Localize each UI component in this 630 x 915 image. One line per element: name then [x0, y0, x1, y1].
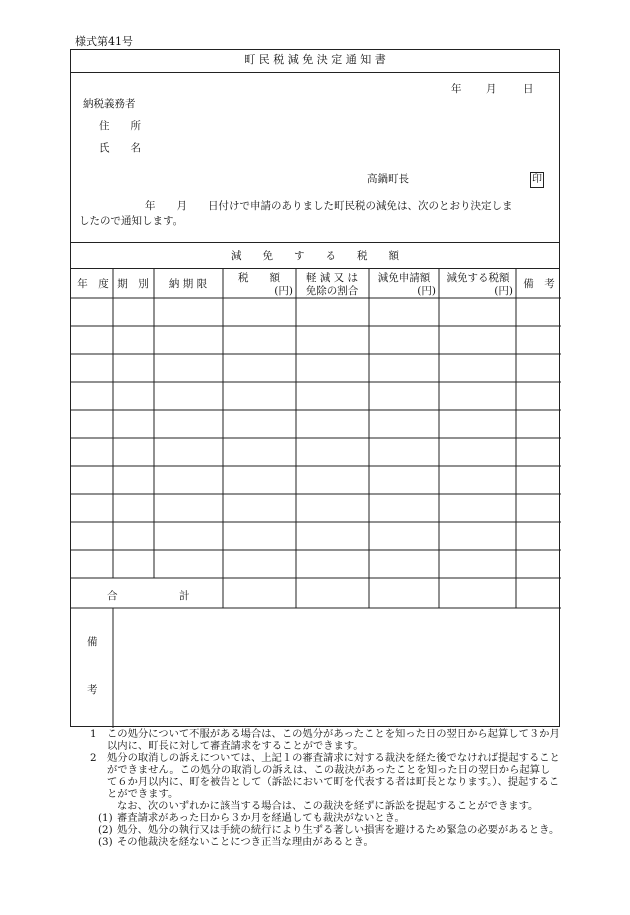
intro-line-2: したので通知します。 [79, 215, 184, 227]
note-text: 処分の取消しの訴えについては、上記１の審査請求に対する裁決を経た後でなければ提起することができません。この処分の取消しの訴えは、この裁決があったことを知った日の翌日から起算して６か月以内に、町を被告として（訴訟において町を代表する者は町長となります。）、提起することができます。 [107, 752, 560, 800]
table-grid [71, 50, 561, 728]
subnote-number: (2) [98, 824, 113, 836]
form-number: 様式第41号 [75, 35, 133, 48]
notes-section [90, 728, 560, 848]
col-header-reduced: 減免する税額 [446, 272, 510, 284]
date-day: 日 [523, 83, 534, 95]
date-year: 年 [451, 83, 462, 95]
col-header-remarks: 備 考 [523, 278, 555, 290]
seal-mark: 印 [530, 172, 544, 188]
note-number: 2 [90, 752, 97, 764]
col-header-requested: 減免申請額 [377, 272, 431, 284]
total-label-1: 合 [107, 590, 118, 602]
subnote-text: 処分、処分の執行又は手続の続行により生ずる著しい損害を避けるため緊急の必要があるとき。 [117, 824, 560, 836]
remarks-char-2: 考 [87, 684, 98, 696]
subnote-text: その他裁決を経ないことにつき正当な理由があるとき。 [117, 836, 374, 848]
col-header-ratio: 軽 減 又 は [305, 272, 358, 284]
address-label: 住 所 [99, 120, 141, 132]
note-paragraph-text: なお、次のいずれかに該当する場合は、この裁決を経ずに訴訟を提起することができます。 [117, 800, 539, 812]
note-text: この処分について不服がある場合は、この処分があったことを知った日の翌日から起算して３か月以内に、町長に対して審査請求をすることができます。 [107, 728, 560, 752]
col-header-ratio-2: 免除の割合 [305, 285, 359, 297]
note-item [90, 752, 560, 800]
subnote-text: 審査請求があった日から３か月を経過しても裁決がないとき。 [117, 812, 405, 824]
subnote-item [90, 836, 560, 848]
col-header-tax: 税 額 [238, 272, 280, 284]
subnote-number: (3) [98, 836, 113, 848]
document-title: 町 民 税 減 免 決 定 通 知 書 [244, 53, 386, 66]
col-header-period: 期 別 [117, 278, 149, 290]
col-header-reduced-unit: (円) [494, 285, 513, 297]
name-label: 氏 名 [99, 142, 141, 154]
subnote-item [90, 812, 560, 824]
intro-line-1: 年 月 日付けで申請のありました町民税の減免は、次のとおり決定しま [145, 200, 513, 212]
taxpayer-label: 納税義務者 [83, 98, 136, 110]
subnote-number: (1) [98, 812, 113, 824]
note-item [90, 728, 560, 752]
notice-form [70, 49, 560, 727]
subnote-item [90, 824, 560, 836]
date-month: 月 [486, 83, 497, 95]
col-header-due: 納 期 限 [168, 278, 208, 290]
note-paragraph [90, 800, 560, 812]
col-header-year: 年 度 [77, 278, 109, 290]
section-title: 減 免 す る 税 額 [231, 250, 399, 262]
total-label-2: 計 [179, 590, 190, 602]
col-header-requested-unit: (円) [417, 285, 436, 297]
col-header-tax-unit: (円) [274, 285, 293, 297]
remarks-char-1: 備 [87, 636, 98, 648]
note-number: 1 [90, 728, 97, 740]
issuer-name: 高鍋町長 [367, 173, 409, 185]
